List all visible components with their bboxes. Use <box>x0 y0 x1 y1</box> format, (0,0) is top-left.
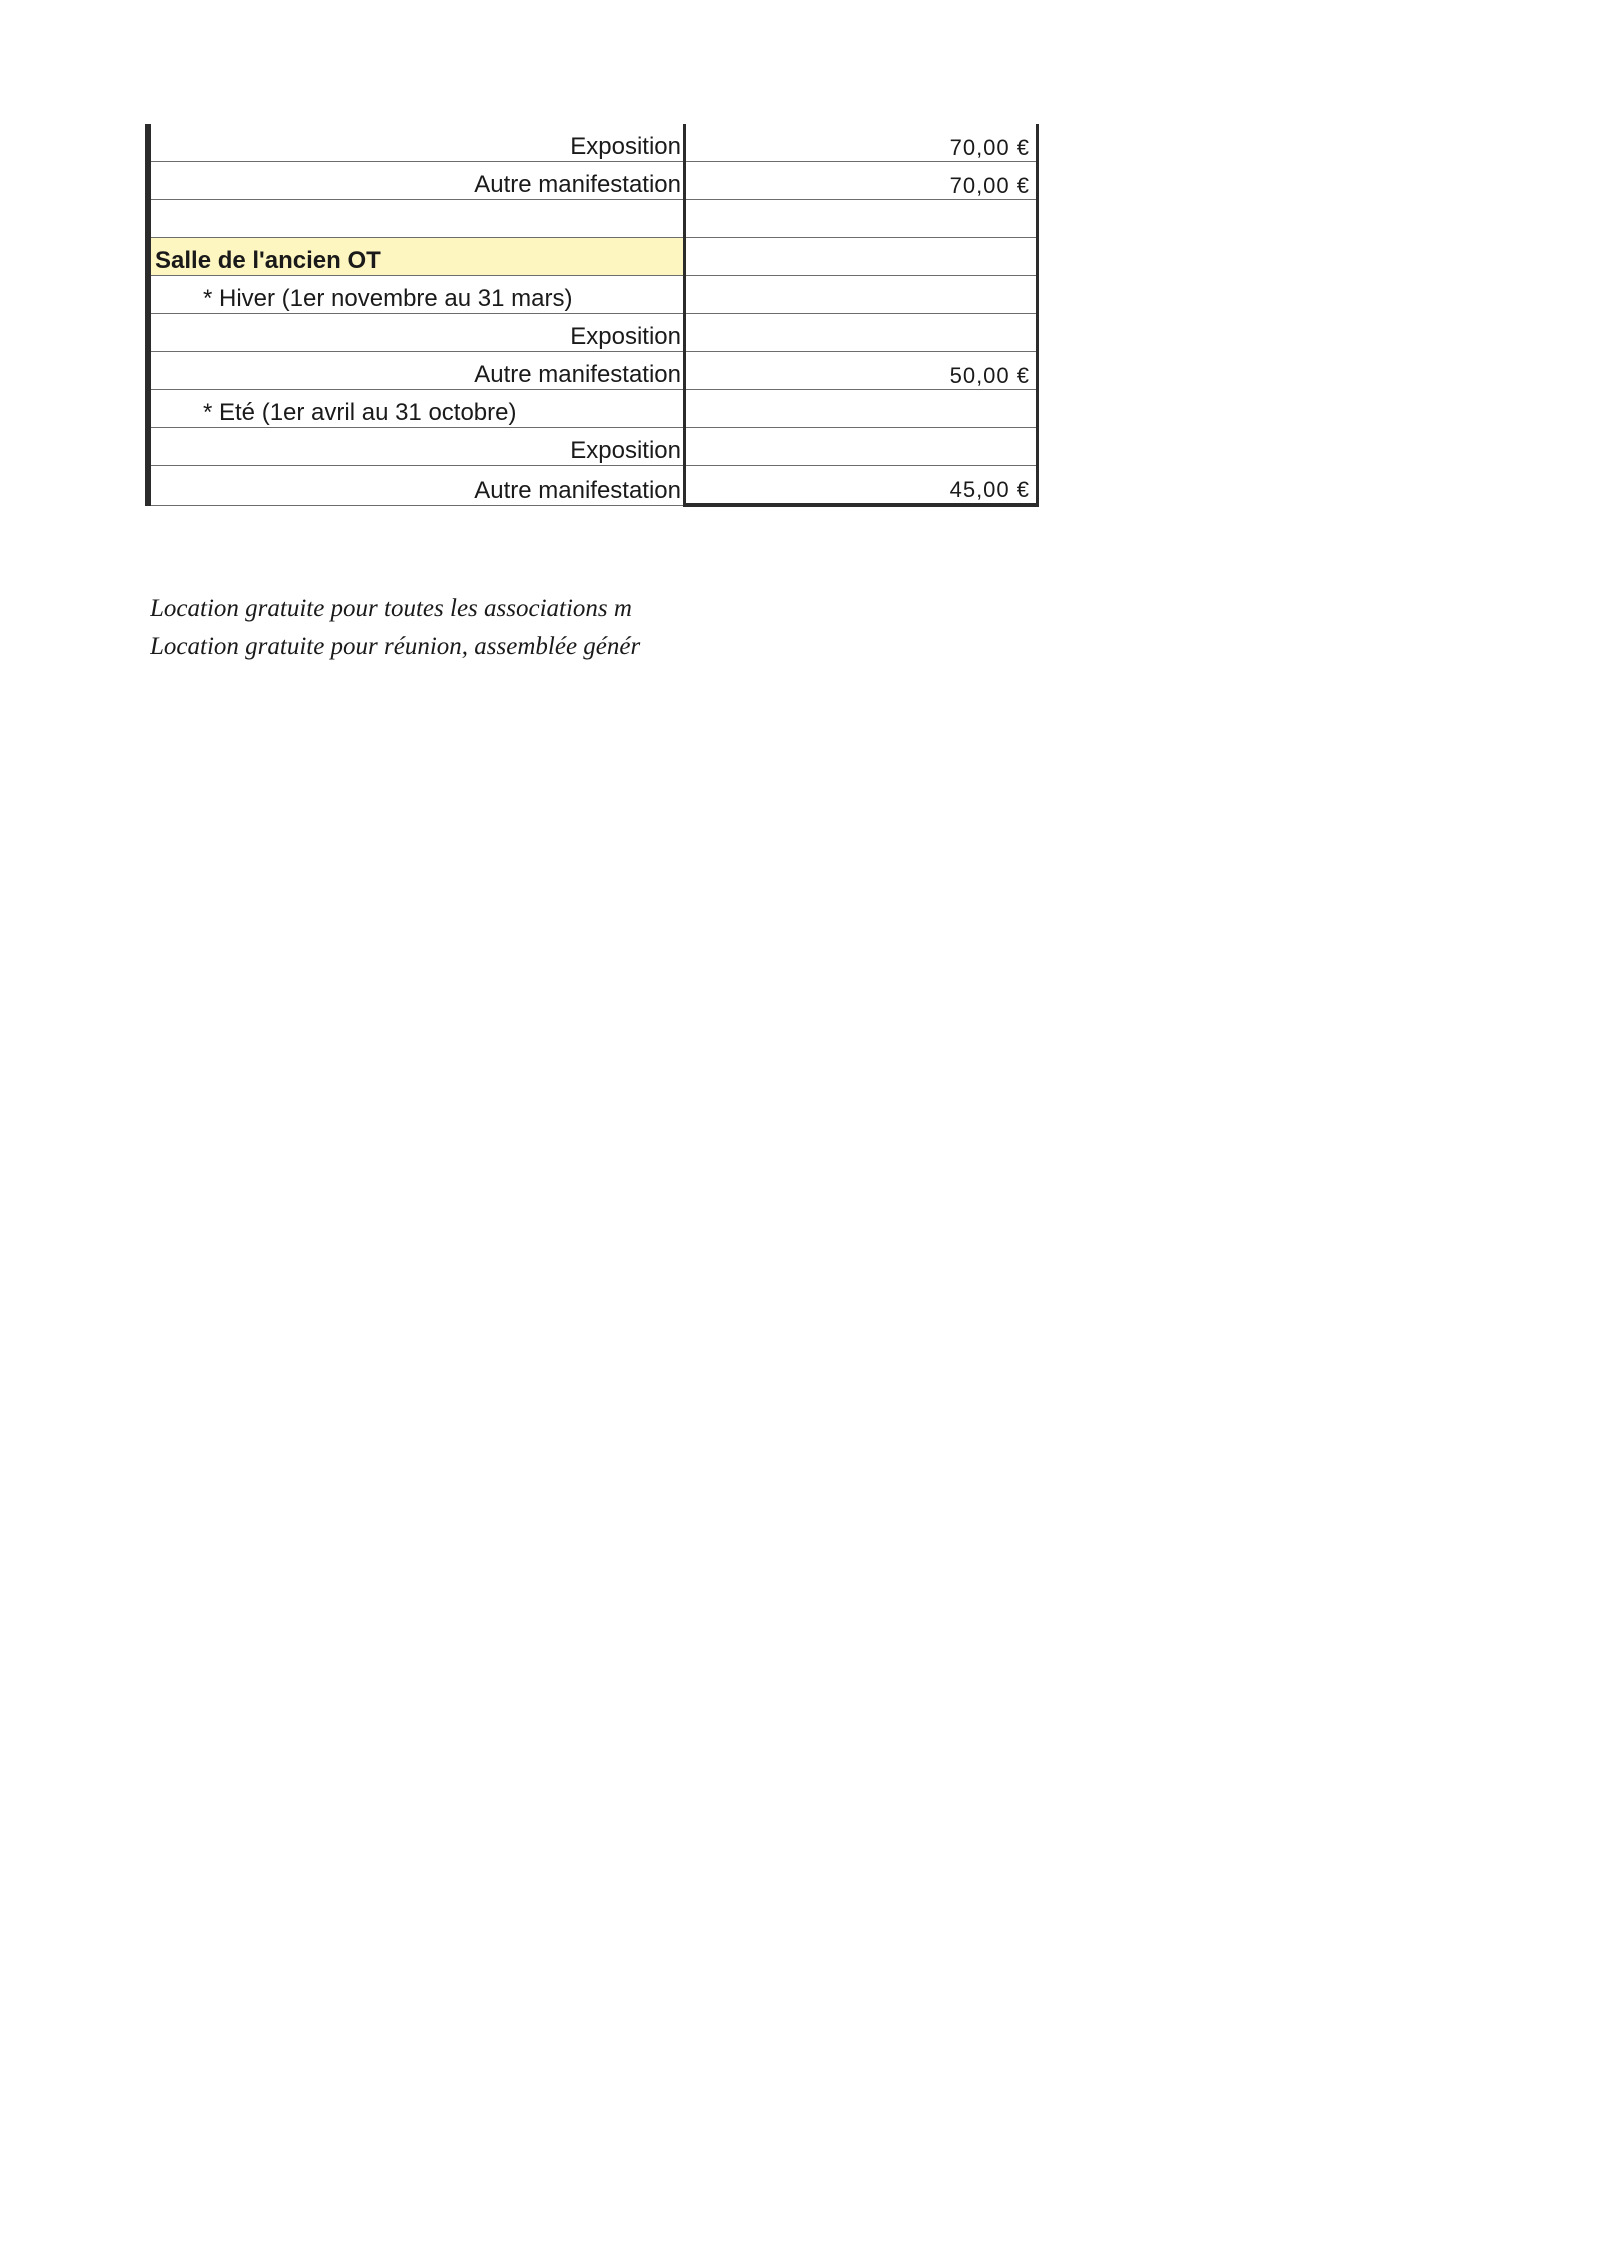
season-label: * Hiver (1er novembre au 31 mars) <box>148 276 685 314</box>
row-label <box>148 200 685 238</box>
season-label: * Eté (1er avril au 31 octobre) <box>148 390 685 428</box>
row-price <box>685 276 1038 314</box>
table-row <box>148 428 1038 466</box>
row-price: 70,00 € <box>685 124 1038 162</box>
table-row <box>148 238 1038 276</box>
table-row <box>148 390 1038 428</box>
row-price <box>685 200 1038 238</box>
row-label: Exposition <box>148 124 685 162</box>
row-label: Exposition <box>148 314 685 352</box>
row-label: Autre manifestation <box>148 352 685 390</box>
tariff-table <box>145 124 1039 507</box>
row-price <box>685 428 1038 466</box>
row-price <box>685 390 1038 428</box>
table-row <box>148 352 1038 390</box>
table-row <box>148 314 1038 352</box>
notes-block <box>150 590 677 666</box>
row-price <box>685 238 1038 276</box>
table-row <box>148 124 1038 162</box>
table-row <box>148 466 1038 506</box>
section-heading: Salle de l'ancien OT <box>148 238 685 276</box>
table-row <box>148 200 1038 238</box>
note-line: Location gratuite pour toutes les associations m <box>150 595 632 622</box>
row-price <box>685 314 1038 352</box>
row-label: Exposition <box>148 428 685 466</box>
table-row <box>148 162 1038 200</box>
tariff-table-container <box>145 124 1039 507</box>
table-row <box>148 276 1038 314</box>
note-line: Location gratuite pour réunion, assemblée génér <box>150 633 641 660</box>
row-price: 45,00 € <box>685 466 1038 506</box>
row-label: Autre manifestation <box>148 162 685 200</box>
row-label: Autre manifestation <box>148 466 685 506</box>
row-price: 50,00 € <box>685 352 1038 390</box>
row-price: 70,00 € <box>685 162 1038 200</box>
